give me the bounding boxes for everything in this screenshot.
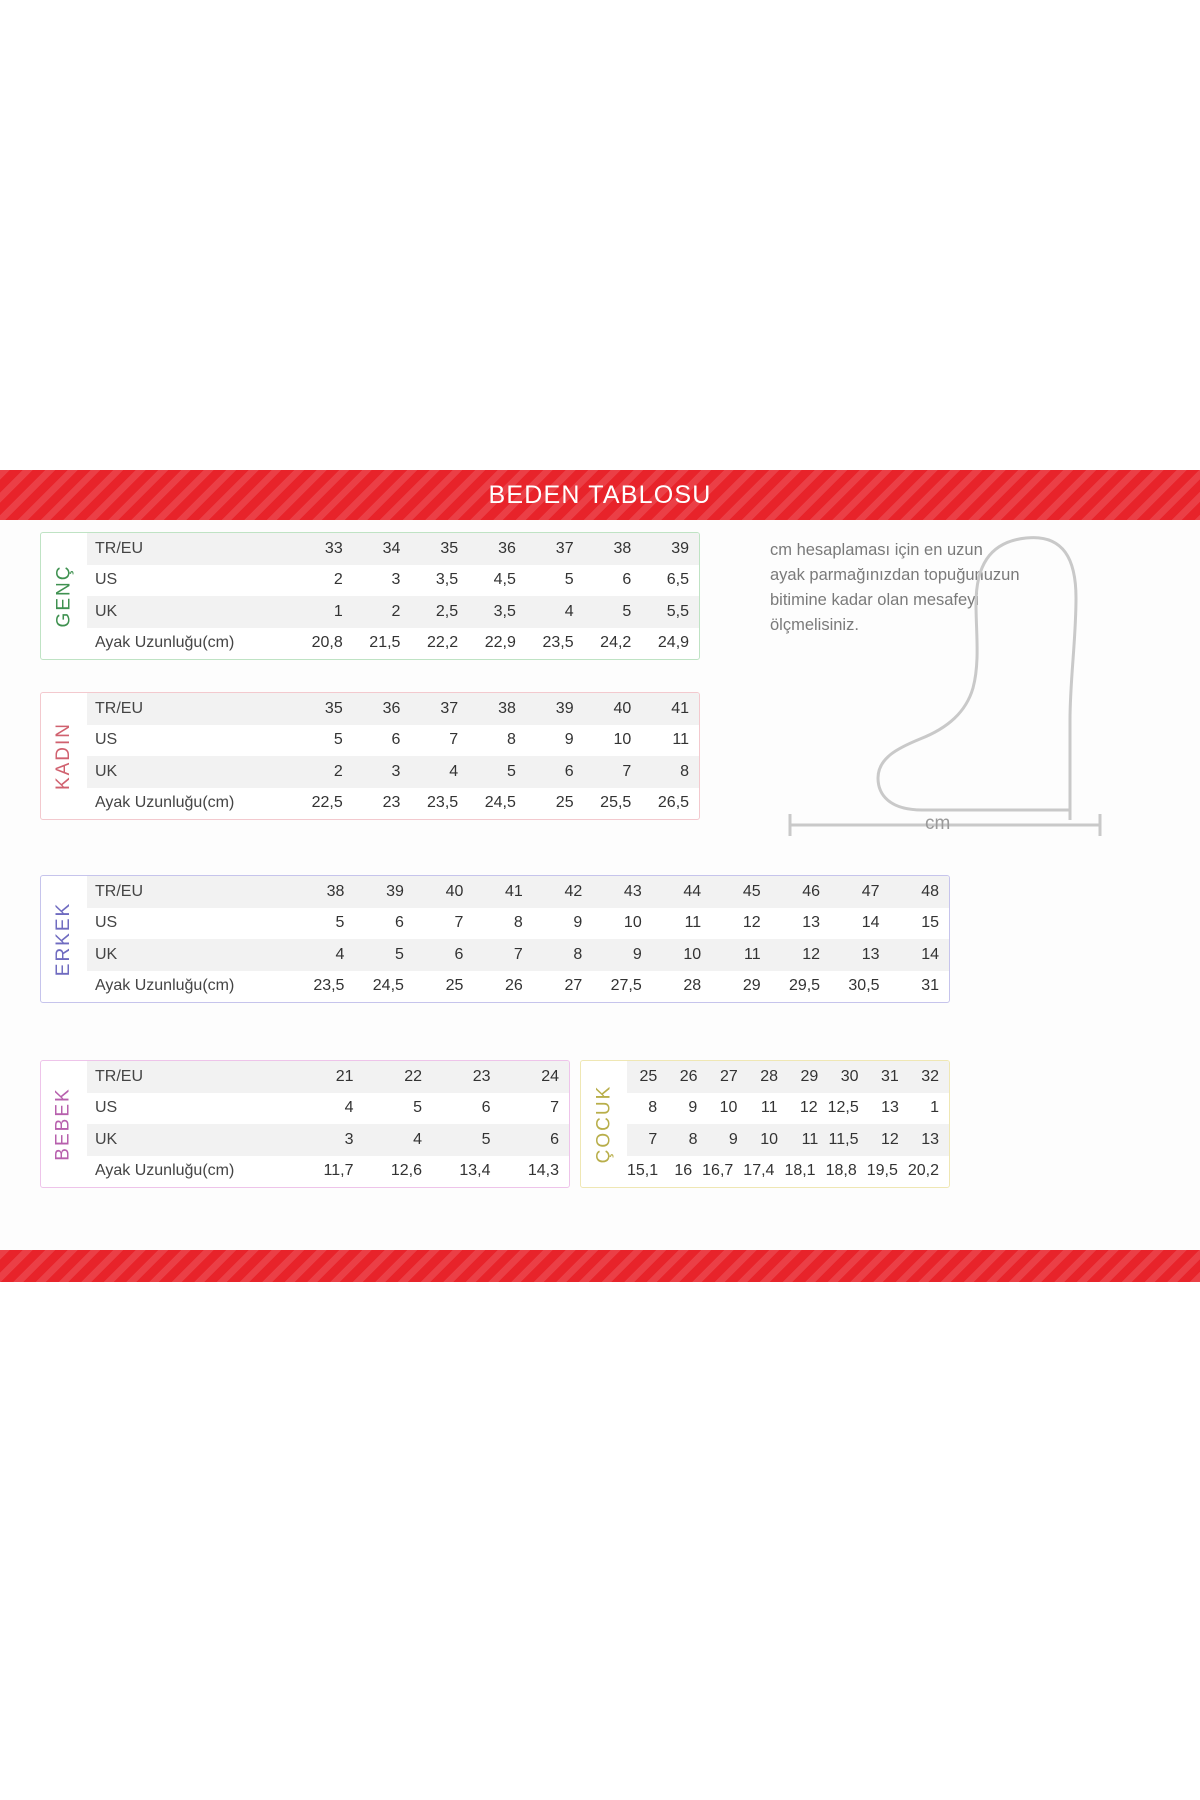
table-cell: 4 (449, 762, 459, 780)
table-row (87, 565, 699, 597)
table-cell: 29 (800, 1067, 819, 1085)
table-cell: 4 (344, 1099, 354, 1117)
table-cell: 5 (506, 762, 516, 780)
row-values (295, 763, 699, 781)
measure-note: cm hesaplaması için en uzun ayak parmağınızdan topuğunuzun bitimine kadar olan mesafeyi ölçmelisiniz. (770, 541, 1020, 634)
table-cell: 11 (801, 1130, 819, 1148)
table-cell: 6 (481, 1099, 491, 1117)
header-band (0, 470, 1200, 520)
table-cell: 12 (880, 1130, 899, 1148)
table-cell: 12,5 (827, 1099, 859, 1117)
row-label: Ayak Uzunluğu(cm) (95, 634, 235, 652)
table-cell: 10 (613, 731, 632, 749)
table-cell: 4 (564, 602, 574, 620)
table-cell: 24,2 (600, 634, 632, 652)
table-cell: 41 (505, 882, 523, 900)
table-cell: 10 (719, 1099, 738, 1117)
table-cell: 13 (802, 914, 821, 932)
table-cell: 6 (622, 571, 632, 589)
row-values (295, 540, 699, 558)
table-cell: 34 (382, 539, 401, 557)
table-cell: 25 (555, 794, 574, 812)
table-cell: 2 (333, 571, 343, 589)
table-cell: 16 (674, 1162, 693, 1180)
table-cell: 12,6 (390, 1162, 422, 1180)
table-cell: 14 (861, 914, 880, 932)
table-cell: 26,5 (657, 794, 690, 812)
table-cell: 22,2 (427, 634, 459, 652)
table-cell: 7 (449, 731, 459, 749)
table-cell: 13,4 (459, 1162, 491, 1180)
table-cell: 8 (573, 945, 583, 963)
page-title: BEDEN TABLOSU (488, 480, 712, 509)
table-cocuk (580, 1060, 950, 1188)
table-cell: 36 (498, 539, 516, 557)
table-cell: 22,5 (311, 794, 343, 812)
table-bebek-label: BEBEK (53, 1087, 74, 1161)
table-row (627, 1061, 949, 1093)
table-cell: 22,9 (484, 634, 516, 652)
table-erkek-label: ERKEK (53, 901, 75, 977)
table-cell: 11 (760, 1099, 778, 1117)
table-cell: 8 (513, 914, 523, 932)
table-cell: 24,5 (484, 794, 516, 812)
table-cell: 7 (513, 945, 523, 963)
table-cell: 23 (382, 794, 401, 812)
size-chart-sheet (0, 470, 1200, 1300)
table-cell: 6 (391, 731, 401, 749)
table-cell: 8 (506, 731, 516, 749)
row-values (295, 603, 699, 621)
table-row (87, 908, 949, 940)
table-cell: 12 (799, 1099, 818, 1117)
table-row (87, 693, 699, 725)
table-cell: 38 (613, 539, 632, 557)
row-values (295, 883, 949, 901)
row-values (295, 571, 699, 589)
row-label: TR/EU (95, 1067, 143, 1085)
table-cell: 25 (445, 977, 464, 995)
row-label: Ayak Uzunluğu(cm) (95, 1162, 235, 1180)
row-values (627, 1131, 949, 1149)
table-cell: 6 (550, 1130, 559, 1148)
table-cell: 30,5 (848, 977, 880, 995)
foot-icon (770, 520, 1170, 850)
table-kadin-label: KADIN (53, 721, 75, 791)
table-cell: 39 (386, 882, 404, 900)
row-values (295, 946, 949, 964)
table-cell: 8 (648, 1099, 658, 1117)
table-cell: 7 (622, 762, 632, 780)
table-cell: 10 (683, 945, 702, 963)
table-genc-grid (87, 533, 699, 659)
row-label: Ayak Uzunluğu(cm) (95, 977, 235, 995)
table-cell: 24,9 (657, 634, 690, 652)
table-cell: 7 (550, 1099, 559, 1117)
row-values (295, 1068, 569, 1086)
row-label: UK (95, 602, 118, 620)
table-cell: 38 (498, 699, 516, 717)
table-cell: 27 (719, 1067, 738, 1085)
table-cell: 21,5 (369, 634, 401, 652)
table-kadin-grid (87, 693, 699, 819)
table-cell: 2,5 (435, 602, 459, 620)
row-values (295, 1131, 569, 1149)
table-erkek-grid (87, 876, 949, 1002)
table-bebek (40, 1060, 570, 1188)
table-cell: 43 (623, 882, 642, 900)
row-values (295, 731, 699, 749)
table-cell: 29,5 (788, 977, 821, 995)
table-cell: 14,3 (527, 1162, 559, 1180)
table-genc-label: GENÇ (53, 564, 74, 628)
table-cell: 6,5 (666, 571, 690, 589)
table-cell: 11,7 (323, 1162, 354, 1180)
table-row (87, 939, 949, 971)
row-label: TR/EU (95, 699, 143, 717)
table-cell: 6 (564, 762, 574, 780)
table-cell: 33 (324, 539, 343, 557)
table-row (87, 971, 949, 1003)
table-cell: 4 (335, 945, 345, 963)
table-cell: 37 (555, 539, 574, 557)
table-cell: 26 (505, 977, 523, 995)
table-cell: 11 (684, 914, 702, 932)
table-cell: 5 (622, 602, 632, 620)
table-cell: 9 (564, 731, 574, 749)
table-cell: 13 (861, 945, 880, 963)
row-label: UK (95, 945, 118, 963)
table-cell: 3 (391, 571, 401, 589)
table-cell: 3 (344, 1130, 354, 1148)
table-cell: 35 (440, 539, 459, 557)
table-cell: 17,4 (743, 1162, 775, 1180)
table-cell: 1 (333, 602, 343, 620)
table-cell: 2 (333, 762, 343, 780)
table-cell: 15 (921, 914, 939, 932)
table-cell: 12 (742, 914, 761, 932)
table-kadin (40, 692, 700, 820)
table-cell: 40 (445, 882, 464, 900)
table-cell: 5 (564, 571, 574, 589)
table-cell: 30 (840, 1067, 859, 1085)
table-cell: 25,5 (600, 794, 632, 812)
table-cell: 5,5 (666, 602, 690, 620)
table-cell: 41 (671, 699, 690, 717)
footer-band (0, 1250, 1200, 1282)
chart-body (0, 520, 1200, 1250)
table-cell: 40 (613, 699, 632, 717)
table-cell: 5 (335, 914, 345, 932)
table-cell: 4,5 (493, 571, 516, 589)
table-cell: 8 (680, 762, 690, 780)
row-label: US (95, 914, 118, 932)
table-cell: 10 (760, 1130, 778, 1148)
table-cell: 11,5 (828, 1130, 859, 1148)
table-cell: 44 (683, 882, 702, 900)
table-cell: 26 (679, 1067, 698, 1085)
table-cell: 27,5 (610, 977, 642, 995)
table-cell: 22 (404, 1067, 422, 1085)
row-values (295, 914, 949, 932)
table-cell: 5 (395, 945, 404, 963)
table-row (87, 1124, 569, 1156)
table-cell: 46 (802, 882, 821, 900)
table-cell: 5 (333, 731, 343, 749)
table-cell: 31 (921, 977, 939, 995)
table-cell: 18,8 (825, 1162, 857, 1180)
table-cell: 18,1 (784, 1162, 816, 1180)
table-cell: 1 (930, 1099, 940, 1117)
row-label: UK (95, 1130, 118, 1148)
row-label: TR/EU (95, 882, 143, 900)
table-cell: 3 (391, 762, 401, 780)
table-cell: 3,5 (493, 602, 516, 620)
table-cell: 23,5 (542, 634, 574, 652)
table-cell: 28 (760, 1067, 778, 1085)
table-cell: 11 (744, 945, 761, 963)
row-values (627, 1068, 949, 1086)
table-cell: 4 (413, 1130, 422, 1148)
table-cell: 5 (481, 1130, 491, 1148)
table-cell: 10 (623, 914, 642, 932)
row-values (295, 1099, 569, 1117)
table-cell: 5 (413, 1099, 422, 1117)
table-row (87, 1061, 569, 1093)
row-values (295, 700, 699, 718)
table-cell: 15,1 (627, 1162, 659, 1180)
row-values (295, 1162, 569, 1180)
table-cell: 6 (454, 945, 464, 963)
table-cell: 3,5 (435, 571, 459, 589)
row-label: UK (95, 762, 118, 780)
table-cell: 2 (391, 602, 401, 620)
row-label: US (95, 1099, 118, 1117)
table-cell: 24 (541, 1067, 559, 1085)
row-values (295, 977, 949, 995)
table-cell: 20,2 (907, 1162, 939, 1180)
row-values (627, 1099, 949, 1117)
table-cell: 45 (742, 882, 761, 900)
table-cell: 19,5 (866, 1162, 898, 1180)
table-cell: 39 (671, 539, 690, 557)
row-values (627, 1162, 949, 1180)
row-label: US (95, 571, 118, 589)
table-row (87, 533, 699, 565)
table-cocuk-label: ÇOCUK (593, 1084, 614, 1164)
table-cell: 23,5 (427, 794, 459, 812)
row-values (295, 634, 699, 652)
table-cell: 20,8 (311, 634, 343, 652)
table-cell: 31 (880, 1067, 899, 1085)
table-row (87, 788, 699, 820)
table-genc (40, 532, 700, 660)
table-cell: 37 (440, 699, 459, 717)
table-cell: 24,5 (372, 977, 404, 995)
table-cell: 21 (335, 1067, 354, 1085)
table-cell: 16,7 (702, 1162, 734, 1180)
table-row (87, 1156, 569, 1188)
row-label: Ayak Uzunluğu(cm) (95, 794, 235, 812)
row-label: TR/EU (95, 539, 143, 557)
table-cell: 47 (861, 882, 880, 900)
table-cell: 9 (573, 914, 583, 932)
table-cell: 48 (921, 882, 939, 900)
table-cell: 35 (324, 699, 343, 717)
table-cell: 23 (472, 1067, 491, 1085)
table-cell: 32 (921, 1067, 939, 1085)
table-row (87, 628, 699, 660)
table-row (87, 725, 699, 757)
table-cell: 11 (672, 731, 690, 749)
table-bebek-grid (87, 1061, 569, 1187)
cm-label: cm (925, 813, 951, 834)
table-cocuk-grid (627, 1061, 949, 1187)
table-cell: 38 (326, 882, 345, 900)
table-cell: 25 (639, 1067, 658, 1085)
table-row (627, 1124, 949, 1156)
table-row (87, 596, 699, 628)
table-cell: 13 (921, 1130, 939, 1148)
table-cell: 6 (395, 914, 404, 932)
table-cell: 39 (555, 699, 574, 717)
row-values (295, 794, 699, 812)
table-cell: 23,5 (313, 977, 345, 995)
table-cell: 14 (921, 945, 939, 963)
table-cell: 27 (564, 977, 583, 995)
table-cell: 28 (683, 977, 702, 995)
table-cell: 8 (688, 1130, 698, 1148)
table-cell: 9 (728, 1130, 738, 1148)
row-label: US (95, 731, 118, 749)
table-row (627, 1093, 949, 1125)
table-cell: 7 (454, 914, 464, 932)
table-row (87, 876, 949, 908)
table-cell: 13 (881, 1099, 899, 1117)
table-row (87, 1093, 569, 1125)
table-row (87, 756, 699, 788)
table-row (627, 1156, 949, 1188)
table-cell: 9 (688, 1099, 698, 1117)
table-cell: 29 (742, 977, 761, 995)
table-cell: 12 (802, 945, 821, 963)
table-cell: 7 (648, 1130, 658, 1148)
table-cell: 9 (632, 945, 642, 963)
table-cell: 42 (564, 882, 583, 900)
table-erkek (40, 875, 950, 1003)
table-cell: 36 (382, 699, 401, 717)
